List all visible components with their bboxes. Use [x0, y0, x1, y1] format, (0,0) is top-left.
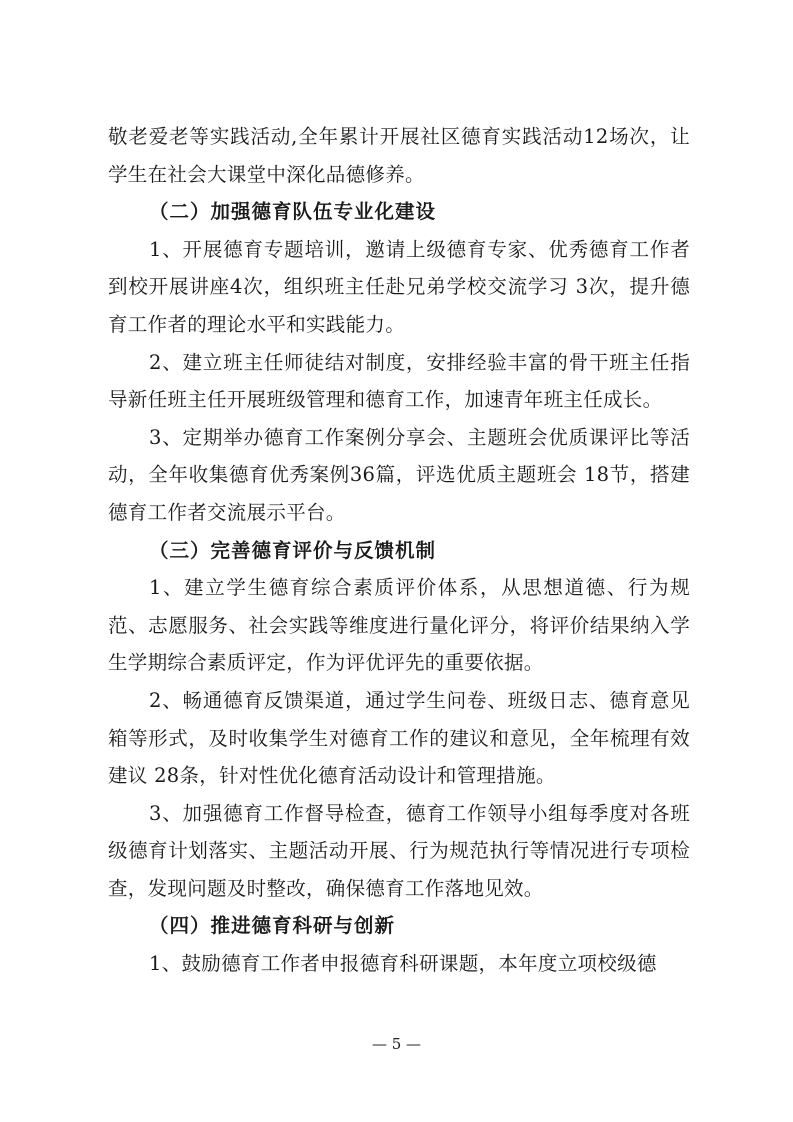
paragraph: 2、畅通德育反馈渠道，通过学生问卷、班级日志、德育意见箱等形式，及时收集学生对德育工作的建议和意见，全年梳理有效建议 28条，针对性优化德育活动设计和管理措施。: [108, 688, 690, 788]
paragraph: 3、定期举办德育工作案例分享会、主题班会优质课评比等活动，全年收集德育优秀案例36篇，评选优质主题班会 18节，搭建德育工作者交流展示平台。: [108, 425, 690, 524]
section-heading-3: （三）完善德育评价与反馈机制: [149, 538, 437, 562]
section-heading-2: （二）加强德育队伍专业化建设: [149, 200, 437, 224]
paragraph: 2、建立班主任师徒结对制度，安排经验丰富的骨干班主任指导新任班主任开展班级管理和德育工作，加速青年班主任成长。: [108, 350, 690, 412]
page-number: — 5 —: [371, 1035, 422, 1053]
paragraph: 1、建立学生德育综合素质评价体系，从思想道德、行为规范、志愿服务、社会实践等维度进行量化评分，将评价结果纳入学生学期综合素质评定，作为评优评先的重要依据。: [108, 576, 690, 675]
paragraph: 1、鼓励德育工作者申报德育科研课题，本年度立项校级德: [149, 952, 657, 976]
paragraph-continued: 敬老爱老等实践活动,全年累计开展社区德育实践活动12场次，让学生在社会大课堂中深化品德修养。: [108, 125, 690, 186]
paragraph: 1、开展德育专题培训，邀请上级德育专家、优秀德育工作者到校开展讲座4次，组织班主任赴兄弟学校交流学习 3次，提升德育工作者的理论水平和实践能力。: [108, 237, 690, 336]
section-heading-4: （四）推进德育科研与创新: [149, 914, 396, 938]
paragraph: 3、加强德育工作督导检查，德育工作领导小组每季度对各班级德育计划落实、主题活动开展、行为规范执行等情况进行专项检查，发现问题及时整改，确保德育工作落地见效。: [108, 801, 690, 900]
document-body: [108, 118, 690, 983]
